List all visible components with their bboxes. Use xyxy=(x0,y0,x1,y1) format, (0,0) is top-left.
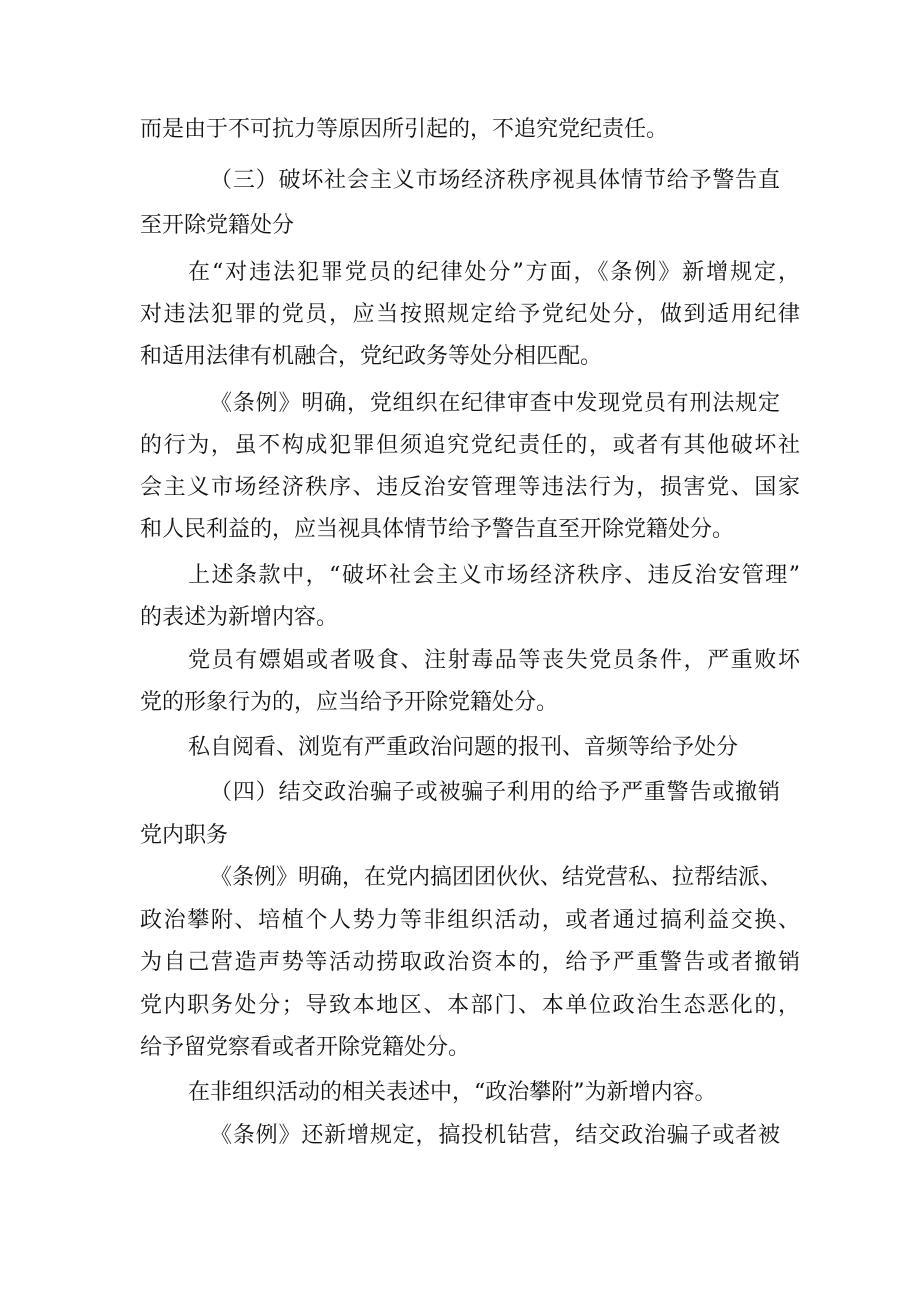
section-heading-3-cont: 至开除党籍处分 xyxy=(140,213,295,238)
body-text-line: 上述条款中，“破坏社会主义市场经济秩序、违反治安管理” xyxy=(188,563,800,588)
body-text-line: 《条例》明确，在党内搞团团伙伙、结党营私、拉帮结派、 xyxy=(210,865,783,890)
body-text-line: 在非组织活动的相关表述中，“政治攀附”为新增内容。 xyxy=(188,1080,717,1105)
subheading-line: 私自阅看、浏览有严重政治问题的报刊、音频等给予处分 xyxy=(188,735,739,760)
body-text-line: 而是由于不可抗力等原因所引起的，不追究党纪责任。 xyxy=(140,117,669,142)
body-text-line: 的行为，虽不构成犯罪但须追究党纪责任的，或者有其他破坏社 xyxy=(140,433,800,458)
body-text-line: 对违法犯罪的党员，应当按照规定给予党纪处分，做到适用纪律 xyxy=(140,302,800,327)
body-text-line: 和适用法律有机融合，党纪政务等处分相匹配。 xyxy=(140,344,603,369)
body-text-line: 党员有嫖娼或者吸食、注射毒品等丧失党员条件，严重败坏 xyxy=(188,648,800,673)
body-text-line: 《条例》明确，党组织在纪律审查中发现党员有刑法规定 xyxy=(210,391,780,416)
body-text-line: 的表述为新增内容。 xyxy=(140,605,339,630)
section-heading-4: （四）结交政治骗子或被骗子利用的给予严重警告或撤销 xyxy=(210,780,780,805)
body-text-line: 政治攀附、培植个人势力等非组织活动，或者通过搞利益交换、 xyxy=(140,908,800,933)
section-heading-4-cont: 党内职务 xyxy=(140,823,229,848)
section-heading-3: （三）破坏社会主义市场经济秩序视具体情节给予警告直 xyxy=(210,168,780,193)
body-text-line: 《条例》还新增规定，搞投机钻营，结交政治骗子或者被 xyxy=(210,1123,780,1148)
body-text-line: 给予留党察看或者开除党籍处分。 xyxy=(140,1035,471,1060)
body-text-line: 党的形象行为的，应当给予开除党籍处分。 xyxy=(140,690,559,715)
body-text-line: 党内职务处分；导致本地区、本部门、本单位政治生态恶化的， xyxy=(140,993,800,1018)
body-text-line: 和人民利益的，应当视具体情节给予警告直至开除党籍处分。 xyxy=(140,517,735,542)
body-text-line: 会主义市场经济秩序、违反治安管理等违法行为，损害党、国家 xyxy=(140,475,800,500)
body-text-line: 为自己营造声势等活动捞取政治资本的，给予严重警告或者撤销 xyxy=(140,950,800,975)
body-text-line: 在“对违法犯罪党员的纪律处分”方面，《条例》新增规定， xyxy=(188,260,800,285)
